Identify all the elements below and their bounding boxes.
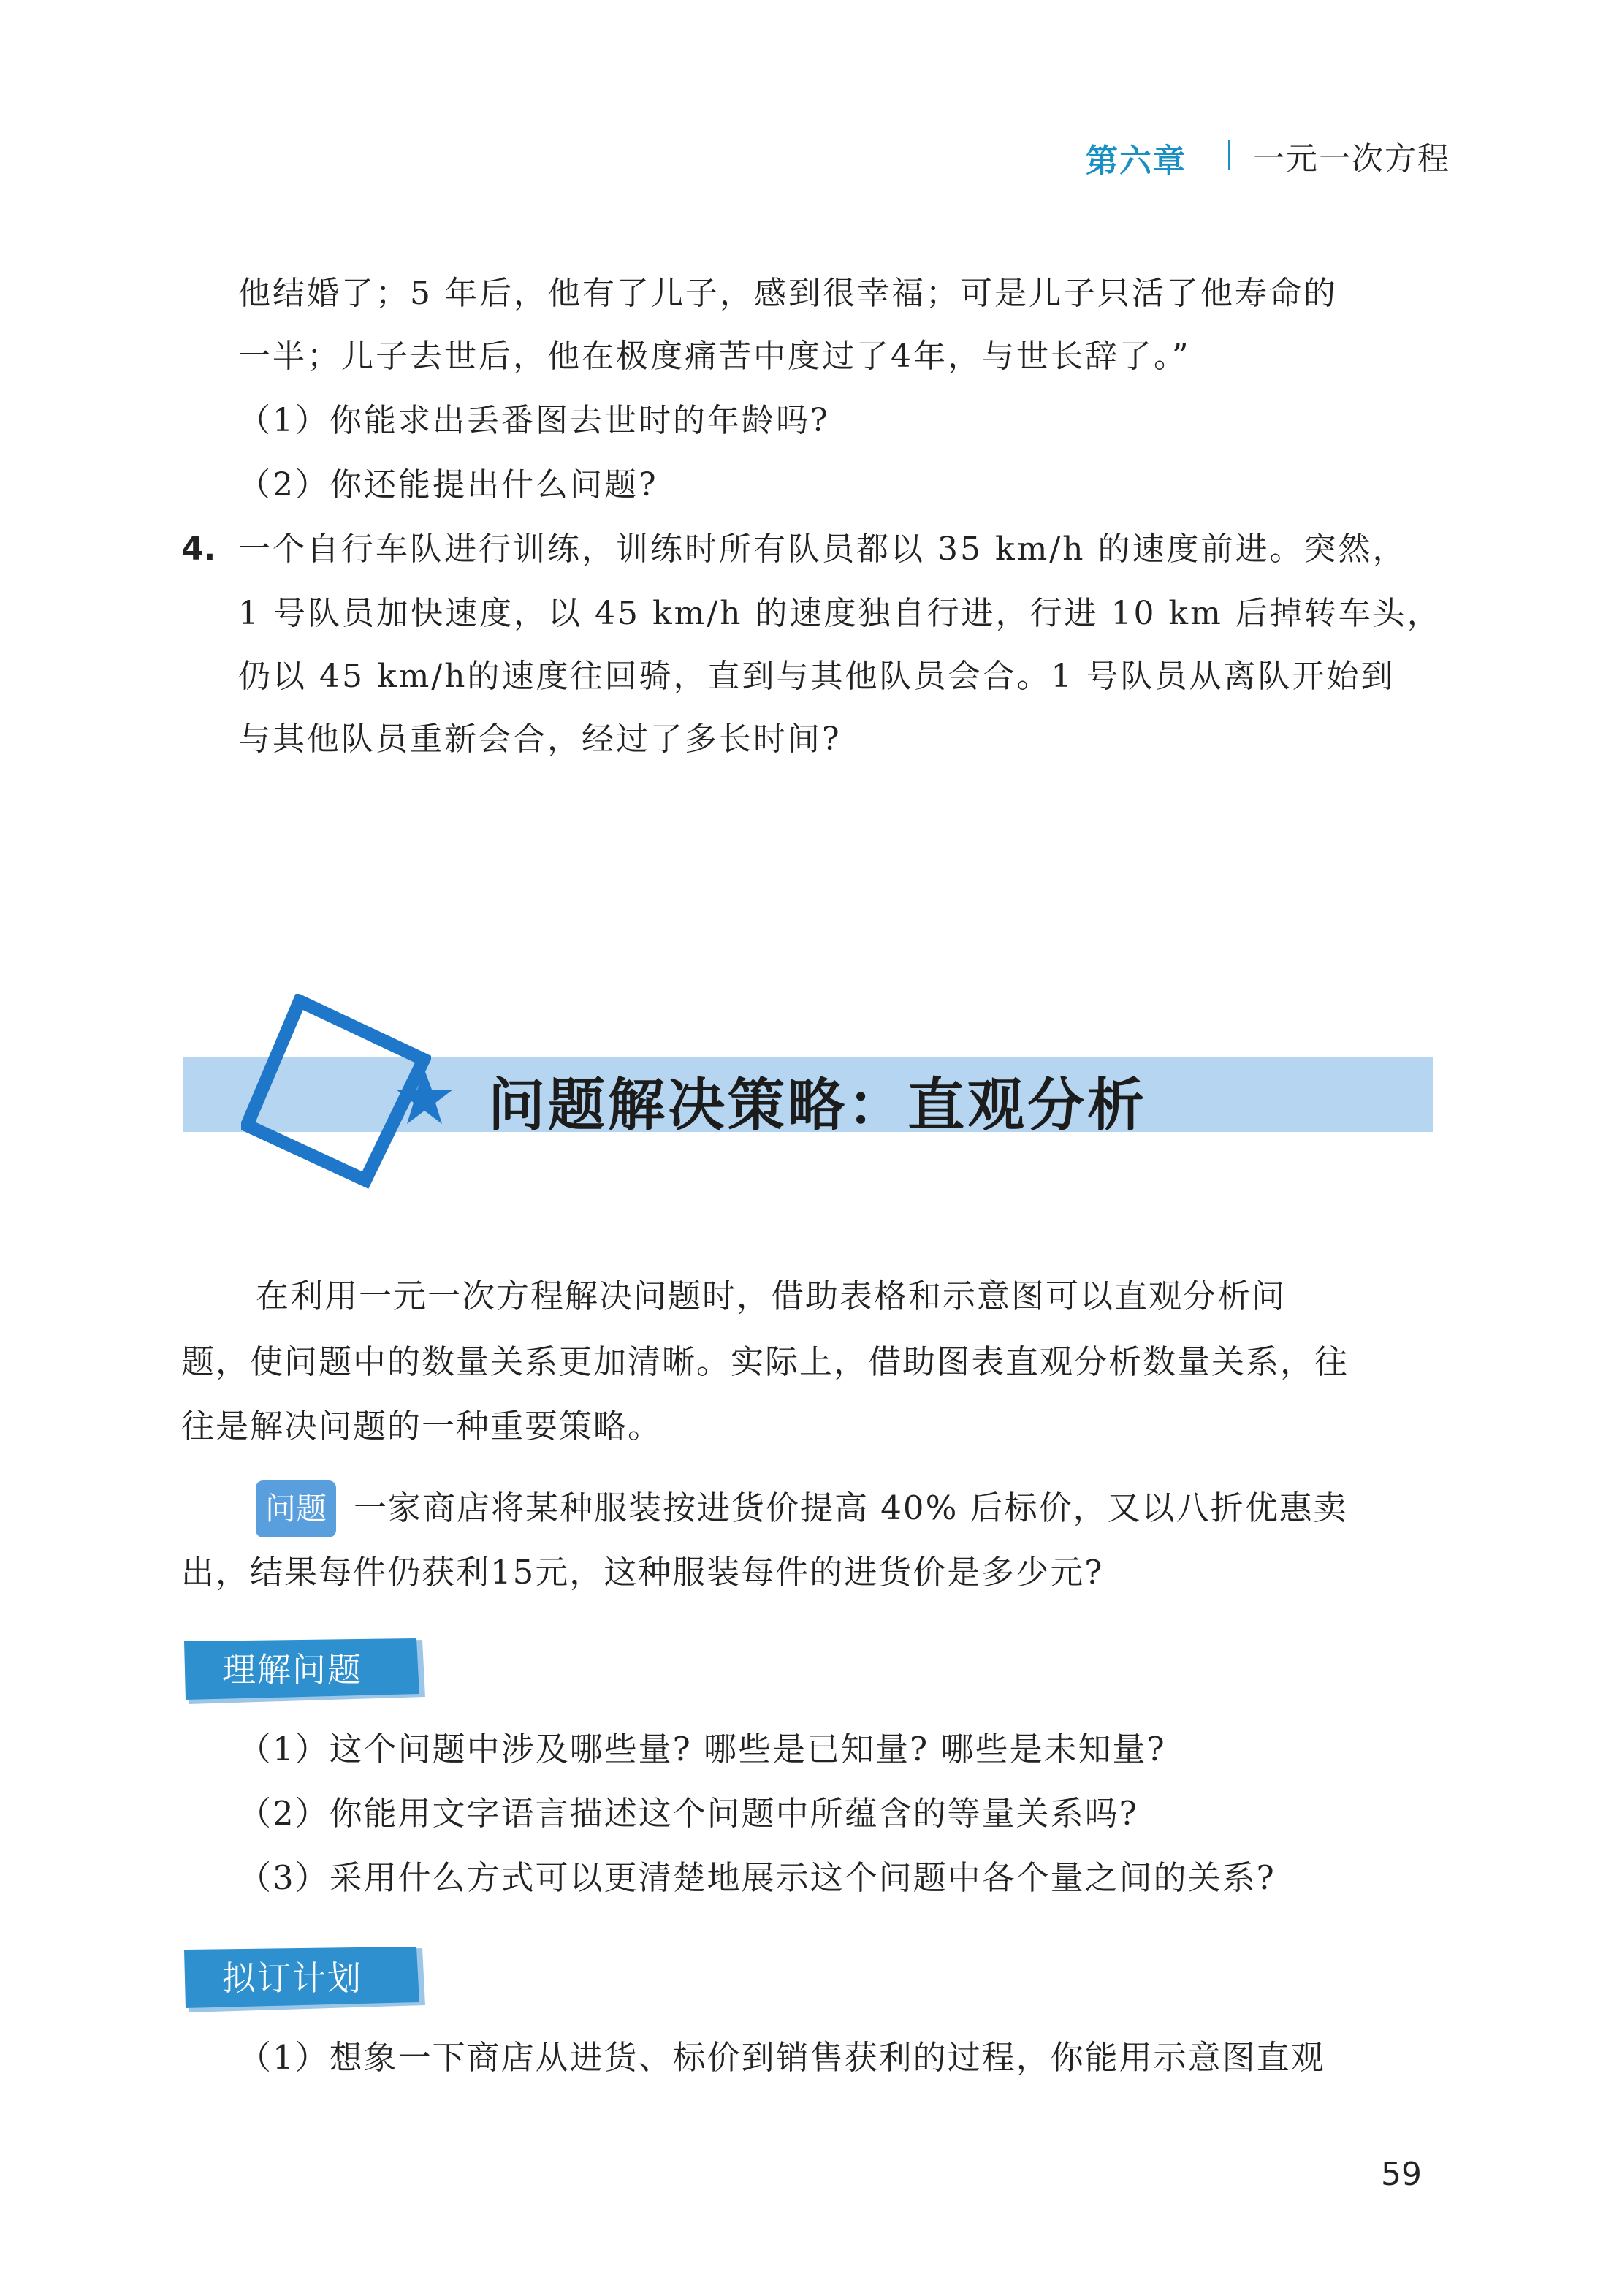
question-item: （3）采用什么方式可以更清楚地展示这个问题中各个量之间的关系?: [238, 1858, 1276, 1897]
question-item: （1）想象一下商店从进货、标价到销售获利的过程，你能用示意图直观: [238, 2038, 1325, 2077]
text-line: 在利用一元一次方程解决问题时，借助表格和示意图可以直观分析问: [256, 1277, 1287, 1315]
text-line: 一半；儿子去世后，他在极度痛苦中度过了4年，与世长辞了。”: [238, 338, 1191, 375]
section-title: 问题解决策略：直观分析: [488, 1073, 1148, 1139]
text-line: 一个自行车队进行训练，训练时所有队员都以 35 km/h 的速度前进。突然，: [238, 531, 1407, 568]
question-item: （2）你能用文字语言描述这个问题中所蕴含的等量关系吗?: [238, 1794, 1138, 1833]
text-line: 往是解决问题的一种重要策略。: [181, 1407, 663, 1445]
question-item: （1）你能求出丢番图去世时的年龄吗?: [238, 402, 830, 439]
header-divider: [1228, 140, 1230, 170]
text-line: 题，使问题中的数量关系更加清晰。实际上，借助图表直观分析数量关系，往: [181, 1342, 1349, 1381]
problem-number: 4.: [181, 531, 216, 568]
understand-label: 理解问题: [222, 1650, 362, 1689]
question-item: （1）这个问题中涉及哪些量? 哪些是已知量? 哪些是未知量?: [238, 1730, 1166, 1768]
text-line: 一家商店将某种服装按进货价提高 40% 后标价，又以八折优惠卖: [354, 1489, 1348, 1527]
chapter-title: 一元一次方程: [1253, 141, 1450, 178]
star-icon: [395, 1068, 454, 1125]
plan-label: 拟订计划: [222, 1958, 362, 1998]
text-line: 1 号队员加快速度，以 45 km/h 的速度独自行进，行进 10 km 后掉转车头，: [238, 595, 1442, 632]
text-line: 仍以 45 km/h的速度往回骑，直到与其他队员会合。1 号队员从离队开始到: [238, 658, 1396, 695]
chapter-label: 第六章: [1086, 142, 1187, 180]
text-line: 与其他队员重新会合，经过了多长时间?: [238, 721, 842, 758]
page-number: 59: [1381, 2156, 1422, 2193]
question-item: （2）你还能提出什么问题?: [238, 466, 658, 503]
problem-tag: 问题: [256, 1480, 336, 1537]
text-line: 出，结果每件仍获利15元，这种服装每件的进货价是多少元?: [181, 1553, 1104, 1592]
text-line: 他结婚了；5 年后，他有了儿子，感到很幸福；可是儿子只活了他寿命的: [238, 275, 1338, 312]
